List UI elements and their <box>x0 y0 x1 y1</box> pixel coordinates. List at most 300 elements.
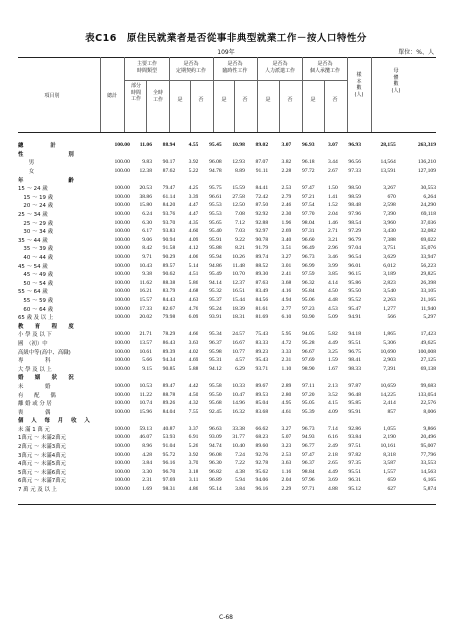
cell-value: 97.29 <box>348 228 361 235</box>
table-row <box>18 244 436 253</box>
cell-value: 3,960 <box>383 219 396 226</box>
cell-value: 98.90 <box>301 365 315 372</box>
cell-value: 3.11 <box>188 477 199 484</box>
cell-value <box>175 150 198 159</box>
cell-value: 95.31 <box>209 357 222 364</box>
cell-value: 100.00 <box>114 254 130 261</box>
cell-value: 1.69 <box>142 486 153 493</box>
cell-value: 14,563 <box>420 468 436 475</box>
cell-value: 3.30 <box>142 468 153 475</box>
cell-value: 94.78 <box>209 168 222 175</box>
table-row <box>18 175 436 184</box>
cell-value: 83.49 <box>255 288 269 295</box>
cell-value: 96.48 <box>348 391 361 398</box>
cell-value: 100.00 <box>114 486 130 493</box>
cell-value: 97.96 <box>301 477 315 484</box>
cell-value: 14,564 <box>380 159 396 166</box>
cell-value <box>222 416 245 425</box>
cell-value: 5.07 <box>281 434 292 441</box>
cell-value: 627 <box>387 486 396 493</box>
cell-value: 35,076 <box>420 245 436 252</box>
cell-value <box>291 321 314 330</box>
cell-value: 97.70 <box>301 211 315 218</box>
cell-value: 3,629 <box>383 254 396 261</box>
cell-value: 100.00 <box>114 365 130 372</box>
cell-value: 24,290 <box>420 202 436 209</box>
cell-value: 1.96 <box>281 219 292 226</box>
table-row <box>18 485 436 494</box>
cell-value: 93.71 <box>255 365 269 372</box>
table-row <box>18 433 436 442</box>
header-yes-3: 是 <box>265 97 271 103</box>
header-divider <box>257 57 258 132</box>
header-full-time: 全時 工作 <box>152 90 163 103</box>
cell-value <box>198 150 221 159</box>
cell-value: 56,223 <box>420 262 436 269</box>
table-row <box>18 201 436 210</box>
cell-value: 100.00 <box>114 245 130 252</box>
cell-value <box>152 175 175 184</box>
cell-value: 95.06 <box>301 296 315 303</box>
cell-value: 3,751 <box>383 245 396 252</box>
cell-value: 4.55 <box>188 142 199 149</box>
cell-value: 4.68 <box>188 288 199 295</box>
cell-value: 4.35 <box>188 219 199 226</box>
cell-value: 100.00 <box>114 202 130 209</box>
cell-value: 1.10 <box>281 365 292 372</box>
cell-value <box>361 416 396 425</box>
cell-value: 96.16 <box>162 460 176 467</box>
cell-value: 18.39 <box>232 305 245 312</box>
cell-value: 33,947 <box>420 254 436 261</box>
cell-value <box>107 175 130 184</box>
row-label: 男 <box>18 160 35 167</box>
cell-value: 89.47 <box>162 382 176 389</box>
header-divider <box>324 80 325 132</box>
row-label: 15 ～ 19 歲 <box>18 194 54 201</box>
cell-value: 87.63 <box>255 279 269 286</box>
row-label: 20 ～ 24 歲 <box>18 203 54 210</box>
cell-value: 95.05 <box>301 400 315 407</box>
cell-value: 100.00 <box>114 168 130 175</box>
table-title: 表C16 原住民就業者是否從事非典型就業工作－按人口特性分 <box>85 33 367 44</box>
header-total: 總計 <box>106 93 117 99</box>
row-label: 35 ～ 44 歲 <box>18 237 48 244</box>
cell-value: 2.04 <box>281 477 292 484</box>
header-no-3: 否 <box>287 97 293 103</box>
cell-value: 97.23 <box>301 305 315 312</box>
cell-value: 3.63 <box>281 460 292 467</box>
row-label: 個 人 每 月 收 入 <box>18 418 93 425</box>
cell-value: 4.32 <box>188 400 199 407</box>
cell-value: 96.49 <box>301 245 315 252</box>
cell-value: 98.84 <box>301 468 315 475</box>
cell-value: 4.48 <box>327 296 338 303</box>
header-sample: 樣 本 數 (人) <box>354 72 364 98</box>
cell-value: 6.30 <box>142 219 153 226</box>
cell-value: 3.23 <box>281 443 292 450</box>
cell-value: 3.44 <box>327 159 338 166</box>
cell-value: 94.86 <box>209 262 222 269</box>
cell-value: 96.16 <box>255 486 269 493</box>
cell-value: 14,225 <box>380 391 396 398</box>
cell-value: 81.69 <box>255 314 269 321</box>
cell-value: 12.50 <box>232 202 245 209</box>
table-row <box>18 476 436 485</box>
cell-value: 97.71 <box>301 486 315 493</box>
cell-value: 30,553 <box>420 185 436 192</box>
row-label: 4萬元 ～ 未滿5萬元 <box>18 461 67 468</box>
cell-value: 96.01 <box>348 262 361 269</box>
cell-value <box>152 150 175 159</box>
cell-value: 2.80 <box>281 391 292 398</box>
header-divider <box>100 57 101 132</box>
cell-value: 100.00 <box>114 305 130 312</box>
cell-value: 100.00 <box>114 400 130 407</box>
cell-value: 97.21 <box>301 193 315 200</box>
cell-value: 98.50 <box>348 185 361 192</box>
cell-value: 4.42 <box>188 382 199 389</box>
cell-value: 96.54 <box>348 254 361 261</box>
cell-value: 4.51 <box>188 271 199 278</box>
cell-value: 3,587 <box>383 460 396 467</box>
cell-value: 3,430 <box>383 228 396 235</box>
cell-value <box>175 416 198 425</box>
cell-value: 5.26 <box>188 443 199 450</box>
header-divider <box>234 80 235 132</box>
cell-value: 17.33 <box>139 305 153 312</box>
cell-value: 69,138 <box>420 365 436 372</box>
header-divider <box>169 57 170 132</box>
cell-value: 1,865 <box>383 331 396 338</box>
table-row <box>18 287 436 296</box>
cell-value <box>338 416 361 425</box>
cell-value: 96.79 <box>348 236 361 243</box>
cell-value: 96.63 <box>209 425 222 432</box>
cell-value: 100.00 <box>114 314 130 321</box>
cell-value <box>338 321 361 330</box>
cell-value: 11.48 <box>232 262 245 269</box>
row-label: 年 齡 <box>18 177 77 184</box>
row-label: 25 ～ 29 歲 <box>18 220 54 227</box>
cell-value: 91.79 <box>255 245 269 252</box>
header-divider <box>190 80 191 132</box>
header-top-rule <box>18 57 436 58</box>
cell-value: 4.94 <box>281 296 292 303</box>
cell-value: 3.39 <box>188 193 199 200</box>
table-row <box>18 356 436 365</box>
row-label: 2萬元 ～ 未滿3萬元 <box>18 444 67 451</box>
cell-value: 82.67 <box>162 305 176 312</box>
cell-value: 5.86 <box>188 279 199 286</box>
cell-value: 96.77 <box>301 443 315 450</box>
cell-value: 22,576 <box>420 400 436 407</box>
cell-value: 87.50 <box>255 202 269 209</box>
cell-value: 3.25 <box>327 348 338 355</box>
header-divider <box>213 57 214 132</box>
cell-value: 9.15 <box>142 365 153 372</box>
cell-value: 6.17 <box>142 228 153 235</box>
cell-value: 3.82 <box>281 159 292 166</box>
cell-value: 95.45 <box>209 142 222 149</box>
header-part-time: 部分 時間 工作 <box>130 83 141 102</box>
cell-value: 1,055 <box>383 425 396 432</box>
cell-value: 96.18 <box>301 159 315 166</box>
cell-value: 93.09 <box>209 434 222 441</box>
cell-value: 2.53 <box>281 451 292 458</box>
cell-value: 100.00 <box>114 477 130 484</box>
cell-value: 4.15 <box>327 400 338 407</box>
cell-value: 95.51 <box>348 468 361 475</box>
cell-value: 16.32 <box>232 408 245 415</box>
cell-value <box>222 175 245 184</box>
cell-value: 94.05 <box>301 331 315 338</box>
cell-value: 2.30 <box>281 211 292 218</box>
cell-value: 5.88 <box>188 365 199 372</box>
cell-value: 92.45 <box>209 408 222 415</box>
cell-value: 94.91 <box>348 314 361 321</box>
cell-value: 9.83 <box>142 159 153 166</box>
cell-value: 1.59 <box>327 357 338 364</box>
cell-value: 4.61 <box>281 408 292 415</box>
cell-value <box>268 373 291 382</box>
table-row <box>18 339 436 348</box>
cell-value: 26,398 <box>420 279 436 286</box>
cell-value: 10.53 <box>139 382 153 389</box>
header-contract: 是否為 個人承攬工作 <box>309 61 340 74</box>
cell-value <box>268 321 291 330</box>
cell-value: 93.83 <box>162 228 176 235</box>
cell-value: 8,006 <box>423 408 436 415</box>
cell-value: 6.16 <box>327 434 338 441</box>
table-row <box>18 236 436 245</box>
cell-value: 7,391 <box>383 365 396 372</box>
cell-value: 96.08 <box>209 451 222 458</box>
cell-value: 7.14 <box>327 425 338 432</box>
cell-value: 79.98 <box>162 314 176 321</box>
cell-value: 1,277 <box>383 305 396 312</box>
cell-value: 100.00 <box>114 425 130 432</box>
cell-value: 100.00 <box>114 357 130 364</box>
cell-value: 2.96 <box>327 245 338 252</box>
table-row <box>18 279 436 288</box>
cell-value: 10.33 <box>232 382 245 389</box>
cell-value: 98.04 <box>301 219 315 226</box>
cell-value: 90.29 <box>162 254 176 261</box>
row-label: 55 ～ 64 歲 <box>18 289 48 296</box>
cell-value: 95.50 <box>348 288 361 295</box>
cell-value: 95.91 <box>348 408 361 415</box>
cell-value: 100.00 <box>114 228 130 235</box>
cell-value: 100.00 <box>114 262 130 269</box>
cell-value: 1,557 <box>383 468 396 475</box>
cell-value: 72.42 <box>255 193 269 200</box>
cell-value: 96.60 <box>301 236 315 243</box>
data-table <box>18 141 436 493</box>
cell-value: 4.49 <box>327 339 338 346</box>
cell-value: 66.62 <box>255 425 269 432</box>
cell-value: 100.00 <box>114 142 130 149</box>
cell-value: 96.73 <box>301 425 315 432</box>
cell-value: 4.86 <box>188 486 199 493</box>
cell-value: 3.46 <box>327 254 338 261</box>
cell-value <box>175 373 198 382</box>
cell-value: 2.89 <box>281 382 292 389</box>
cell-value: 31.77 <box>232 434 245 441</box>
cell-value: 1.50 <box>327 185 338 192</box>
cell-value: 95.24 <box>209 305 222 312</box>
cell-value: 7.55 <box>188 408 199 415</box>
cell-value: 75.43 <box>255 331 269 338</box>
cell-value: 3.27 <box>281 254 292 261</box>
cell-value: 7.22 <box>235 460 245 467</box>
row-label: 大 學 及 以 上 <box>18 366 52 373</box>
cell-value: 6.91 <box>188 434 199 441</box>
unit-label: 單位：%、人 <box>398 49 434 56</box>
row-label: 總 計 <box>18 143 56 150</box>
table-row <box>18 253 436 262</box>
row-label: 40 ～ 44 歲 <box>18 255 54 262</box>
cell-value <box>361 321 396 330</box>
row-label: 60 ～ 64 歲 <box>18 306 54 313</box>
cell-value: 7.08 <box>235 211 245 218</box>
cell-value: 20,496 <box>420 434 436 441</box>
cell-value: 10.43 <box>139 262 153 269</box>
cell-value: 100,008 <box>417 348 436 355</box>
cell-value: 97.20 <box>301 391 315 398</box>
table-row <box>18 468 436 477</box>
cell-value: 4.53 <box>327 305 338 312</box>
cell-value: 37,036 <box>420 219 436 226</box>
cell-value <box>175 321 198 330</box>
cell-value: 95.28 <box>301 339 315 346</box>
cell-value: 95.53 <box>209 202 222 209</box>
cell-value: 96.93 <box>301 142 315 149</box>
cell-value <box>338 150 361 159</box>
cell-value <box>315 175 338 184</box>
cell-value: 100.00 <box>114 391 130 398</box>
cell-value: 15.59 <box>232 185 245 192</box>
cell-value: 95.49 <box>209 271 222 278</box>
cell-value: 136,210 <box>417 159 436 166</box>
cell-value: 8,318 <box>383 451 396 458</box>
cell-value: 100.00 <box>114 382 130 389</box>
cell-value: 11.22 <box>139 391 153 398</box>
cell-value: 95.34 <box>209 331 222 338</box>
cell-value <box>396 175 436 184</box>
cell-value: 10.26 <box>232 254 245 261</box>
cell-value: 100.00 <box>114 159 130 166</box>
cell-value: 15.44 <box>232 296 245 303</box>
cell-value: 100.00 <box>114 236 130 243</box>
cell-value: 88.94 <box>162 142 176 149</box>
cell-value <box>130 175 152 184</box>
cell-value: 96.32 <box>301 279 315 286</box>
cell-value: 4.66 <box>188 331 199 338</box>
cell-value: 95.94 <box>209 254 222 261</box>
cell-value: 4.50 <box>327 288 338 295</box>
cell-value: 15.57 <box>139 296 153 303</box>
year-label: 109年 <box>217 49 235 56</box>
table-row <box>18 442 436 451</box>
row-label: 55 ～ 59 歲 <box>18 297 54 304</box>
cell-value: 3.07 <box>327 142 338 149</box>
header-divider <box>302 57 303 132</box>
cell-value: 89.26 <box>162 400 176 407</box>
cell-value: 5.09 <box>327 314 338 321</box>
cell-value: 95.58 <box>209 382 222 389</box>
cell-value <box>268 150 291 159</box>
cell-value: 97.87 <box>348 382 361 389</box>
cell-value: 2.77 <box>281 305 292 312</box>
cell-value <box>396 150 436 159</box>
cell-value: 95.14 <box>209 486 222 493</box>
cell-value: 2,823 <box>383 279 396 286</box>
cell-value: 7,390 <box>383 211 396 218</box>
cell-value: 3.68 <box>281 279 292 286</box>
row-label: 6萬元 ～ 未滿7萬元 <box>18 478 67 485</box>
cell-value: 99,683 <box>420 382 436 389</box>
cell-value: 98.54 <box>348 219 361 226</box>
cell-value: 4.38 <box>235 468 245 475</box>
cell-value: 20.02 <box>139 314 153 321</box>
cell-value <box>338 373 361 382</box>
cell-value: 89.23 <box>255 348 269 355</box>
cell-value: 90.62 <box>162 271 176 278</box>
header-yes-4: 是 <box>310 97 316 103</box>
cell-value: 94.74 <box>209 443 222 450</box>
cell-value: 96.15 <box>348 271 361 278</box>
cell-value: 4.88 <box>327 486 338 493</box>
cell-value: 97.04 <box>348 245 361 252</box>
cell-value: 15.96 <box>139 408 153 415</box>
cell-value: 2,414 <box>383 400 396 407</box>
cell-value: 2.29 <box>281 486 292 493</box>
cell-value: 89.67 <box>255 382 269 389</box>
cell-value: 10.77 <box>232 348 245 355</box>
cell-value: 89.53 <box>255 391 269 398</box>
cell-value: 14.96 <box>232 400 245 407</box>
cell-value: 32,082 <box>420 228 436 235</box>
cell-value <box>198 416 221 425</box>
cell-value: 2.31 <box>142 477 153 484</box>
header-divider <box>371 57 372 132</box>
cell-value: 8.89 <box>235 168 245 175</box>
cell-value: 5.14 <box>188 262 199 269</box>
cell-value: 84.43 <box>162 296 176 303</box>
cell-value: 9.22 <box>235 236 245 243</box>
cell-value <box>361 150 396 159</box>
cell-value: 97.51 <box>348 443 361 450</box>
table-row <box>18 150 436 159</box>
cell-value: 88.78 <box>162 391 176 398</box>
cell-value: 38.86 <box>139 193 153 200</box>
cell-value: 91.04 <box>162 443 176 450</box>
cell-value: 3.52 <box>327 391 338 398</box>
cell-value <box>198 175 221 184</box>
header-divider <box>279 80 280 132</box>
cell-value: 2,263 <box>383 296 396 303</box>
cell-value: 4.02 <box>188 348 199 355</box>
cell-value <box>152 373 175 382</box>
cell-value: 77,796 <box>420 451 436 458</box>
row-label: 小 學 及 以 下 <box>18 332 52 339</box>
row-label: 3萬元 ～ 未滿4萬元 <box>18 452 67 459</box>
cell-value: 2.71 <box>327 228 338 235</box>
cell-value: 10.47 <box>232 391 245 398</box>
cell-value <box>107 373 130 382</box>
cell-value: 93.70 <box>162 219 176 226</box>
